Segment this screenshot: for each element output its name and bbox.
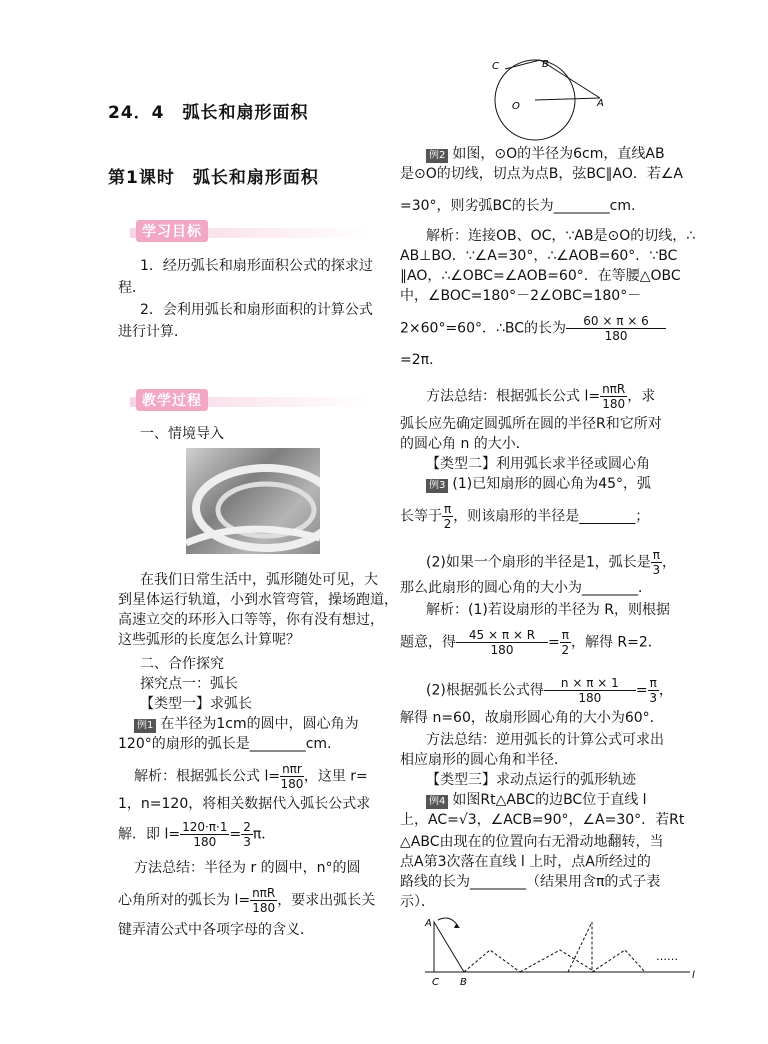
- label-C: C: [492, 61, 499, 72]
- method-summary: 方法总结：半径为 r 的圆中，n°的圆: [134, 860, 361, 876]
- text: π．: [252, 826, 276, 843]
- text: ，: [661, 554, 676, 571]
- example-line: 是⊙O的切线，切点为点B，弦BC∥AO．若∠A: [400, 166, 683, 182]
- example-line: 路线的长为________（结果用含π的式子表: [400, 874, 661, 890]
- denominator: 3: [649, 691, 658, 705]
- method-summary: 方法总结：逆用弧长的计算公式可求出: [426, 732, 664, 748]
- label-A: A: [597, 98, 604, 109]
- solution-line: AB⊥BO．∵∠A=30°，∴∠AOB=60°．∵BC: [400, 248, 678, 264]
- numerator: π: [652, 548, 660, 562]
- section-heading: 二、合作探究: [140, 656, 224, 672]
- solution-line: [426, 676, 673, 705]
- example-4: [426, 790, 647, 810]
- method-summary: 弧长应先确定圆弧所在圆的半径R和它所对: [400, 416, 662, 432]
- text: ，这里 r=: [303, 768, 368, 785]
- example-line: [426, 548, 676, 577]
- numerator: π: [649, 676, 657, 690]
- method-summary: 相应扇形的圆心角和半径．: [400, 752, 568, 768]
- text: (2)根据弧长公式得: [426, 682, 544, 699]
- method-summary: 的圆心角 n 的大小．: [400, 436, 530, 452]
- solution-line: 解析：(1)若设扇形的半径为 R，则根据: [426, 602, 671, 618]
- interchange-photo: [186, 448, 320, 554]
- text: (2)如果一个扇形的半径是1，弧长是: [426, 554, 651, 571]
- solution-line: [118, 820, 275, 849]
- text: ，解得 R=2．: [570, 634, 662, 651]
- solution-line: 中，∠BOC=180°－2∠OBC=180°－: [400, 288, 642, 304]
- denominator: 180: [490, 643, 514, 657]
- denominator: 180: [578, 691, 602, 705]
- denominator: 180: [604, 329, 628, 343]
- text: 解析：根据弧长公式 l=: [134, 768, 281, 785]
- fraction: [600, 382, 627, 411]
- solution-line: =2π．: [400, 352, 444, 368]
- solution-line: 解得 n=60，故扇形圆心角的大小为60°．: [400, 710, 664, 726]
- numerator: nπR: [252, 886, 276, 900]
- label-C: C: [432, 977, 439, 988]
- fraction: [442, 502, 453, 531]
- numerator: 60 × π × 6: [566, 314, 666, 329]
- rolling-triangle-figure: [420, 912, 710, 992]
- intro-paragraph: 这些弧形的长度怎么计算呢？: [118, 632, 300, 648]
- goal-line: 2．会利用弧长和扇形面积的计算公式: [140, 302, 373, 318]
- text: 长等于: [400, 508, 442, 525]
- example-badge: 例4: [426, 795, 448, 809]
- text: 2×60°=60°．∴BC的长为: [400, 320, 567, 337]
- goal-line: 程．: [118, 280, 146, 296]
- numerator: nπr: [282, 762, 302, 776]
- page-title: 24．4 弧长和扇形面积: [108, 103, 309, 123]
- denominator: 180: [193, 835, 217, 849]
- text: 如图Rt△ABC的边BC位于直线 l: [452, 792, 647, 808]
- fraction: [648, 676, 659, 705]
- text: 在半径为1cm的圆中，圆心角为: [160, 716, 359, 732]
- section-heading: 一、情境导入: [140, 426, 224, 442]
- text: 如图，⊙O的半径为6cm，直线AB: [452, 146, 665, 162]
- fraction: [651, 548, 662, 577]
- example-line: 上，AC=√3，∠ACB=90°，∠A=30°．若Rt: [400, 812, 685, 828]
- type-heading: 【类型二】利用弧长求半径或圆心角: [426, 456, 650, 472]
- numerator: π: [561, 628, 569, 642]
- fraction: [560, 628, 571, 657]
- interchange-photo-art: [186, 448, 320, 554]
- denominator: 2: [561, 643, 570, 657]
- numerator: 45 × π × R: [456, 628, 548, 643]
- goals-badge: 学习目标: [136, 220, 208, 242]
- example-badge: 例1: [134, 719, 156, 733]
- example-line: 示）．: [400, 894, 435, 910]
- type-heading: 【类型一】求弧长: [140, 696, 252, 712]
- fraction: [544, 676, 636, 705]
- method-summary: [426, 382, 655, 411]
- denominator: 180: [602, 397, 626, 411]
- label-A: A: [425, 918, 432, 929]
- solution-line: ∥AO，∴∠OBC=∠AOB=60°．在等腰△OBC: [400, 268, 681, 284]
- numerator: π: [444, 502, 452, 516]
- fraction: [250, 886, 277, 915]
- circle-tangent-figure: [470, 55, 620, 145]
- text: =: [548, 634, 560, 651]
- fraction: [566, 314, 666, 343]
- solution-line: [134, 762, 368, 791]
- lesson-subtitle: 第1课时 弧长和扇形面积: [108, 168, 319, 188]
- fraction: [280, 762, 304, 791]
- example-line: [400, 502, 649, 531]
- ellipsis: ……: [656, 950, 678, 963]
- intro-paragraph: 在我们日常生活中，弧形随处可见，大: [140, 572, 378, 588]
- denominator: 180: [280, 777, 304, 791]
- denominator: 3: [243, 835, 251, 849]
- intro-paragraph: 到星体运行轨道，小到水管弯管，操场跑道，: [118, 592, 398, 608]
- goal-line: 1．经历弧长和扇形面积公式的探求过: [140, 258, 373, 274]
- label-O: O: [512, 101, 520, 112]
- numerator: nπR: [602, 382, 626, 396]
- numerator: 2: [243, 820, 251, 834]
- solution-line: [400, 628, 662, 657]
- example-3: [426, 474, 651, 494]
- text: 心角所对的弧长为 l=: [118, 892, 251, 909]
- fraction: [180, 820, 229, 849]
- process-badge: 教学过程: [136, 389, 208, 411]
- type-heading: 【类型三】求动点运行的弧形轨迹: [426, 772, 636, 788]
- text: ，要求出弧长关: [277, 892, 376, 909]
- denominator: 2: [443, 517, 452, 531]
- example-badge: 例3: [426, 479, 448, 493]
- example-line: 点A第3次落在直线 l 上时，点A所经过的: [400, 854, 651, 870]
- text: =: [635, 682, 648, 699]
- example-badge: 例2: [426, 149, 448, 163]
- denominator: 3: [652, 563, 661, 577]
- fraction: [456, 628, 548, 657]
- text: (1)已知扇形的圆心角为45°，弧: [452, 476, 652, 492]
- solution-line: 1，n=120，将相关数据代入弧长公式求: [118, 796, 371, 812]
- text: ，则该扇形的半径是________；: [453, 508, 650, 525]
- text: ，求: [627, 388, 656, 405]
- label-B: B: [542, 59, 549, 70]
- method-summary: 键弄清公式中各项字母的含义．: [118, 922, 314, 938]
- text: 题意，得: [400, 634, 456, 651]
- denominator: 180: [252, 901, 276, 915]
- example-line: 那么此扇形的圆心角的大小为________．: [400, 580, 652, 596]
- example-2: [426, 144, 665, 164]
- intro-paragraph: 高速立交的环形入口等等，你有没有想过，: [118, 612, 384, 628]
- text: ，: [658, 682, 673, 699]
- numerator: 120·π·1: [182, 820, 228, 834]
- method-summary: [118, 886, 375, 915]
- text: 解．即 l=: [118, 826, 181, 843]
- example-line: =30°，则劣弧BC的长为________cm.: [400, 198, 636, 214]
- example-1: [134, 714, 359, 734]
- fraction: [241, 820, 253, 849]
- text: =: [229, 826, 242, 843]
- text: 方法总结：根据弧长公式 l=: [426, 388, 601, 405]
- solution-line: [400, 314, 666, 343]
- example-line: 120°的扇形的弧长是________cm.: [118, 736, 332, 752]
- label-l: l: [692, 970, 695, 981]
- example-line: △ABC由现在的位置向右无滑动地翻转，当: [400, 834, 664, 850]
- numerator: n × π × 1: [544, 676, 636, 691]
- label-B: B: [460, 977, 467, 988]
- goal-line: 进行计算．: [118, 324, 188, 340]
- section-heading: 探究点一：弧长: [140, 676, 238, 692]
- solution-line: 解析：连接OB、OC，∵AB是⊙O的切线，∴: [426, 228, 696, 244]
